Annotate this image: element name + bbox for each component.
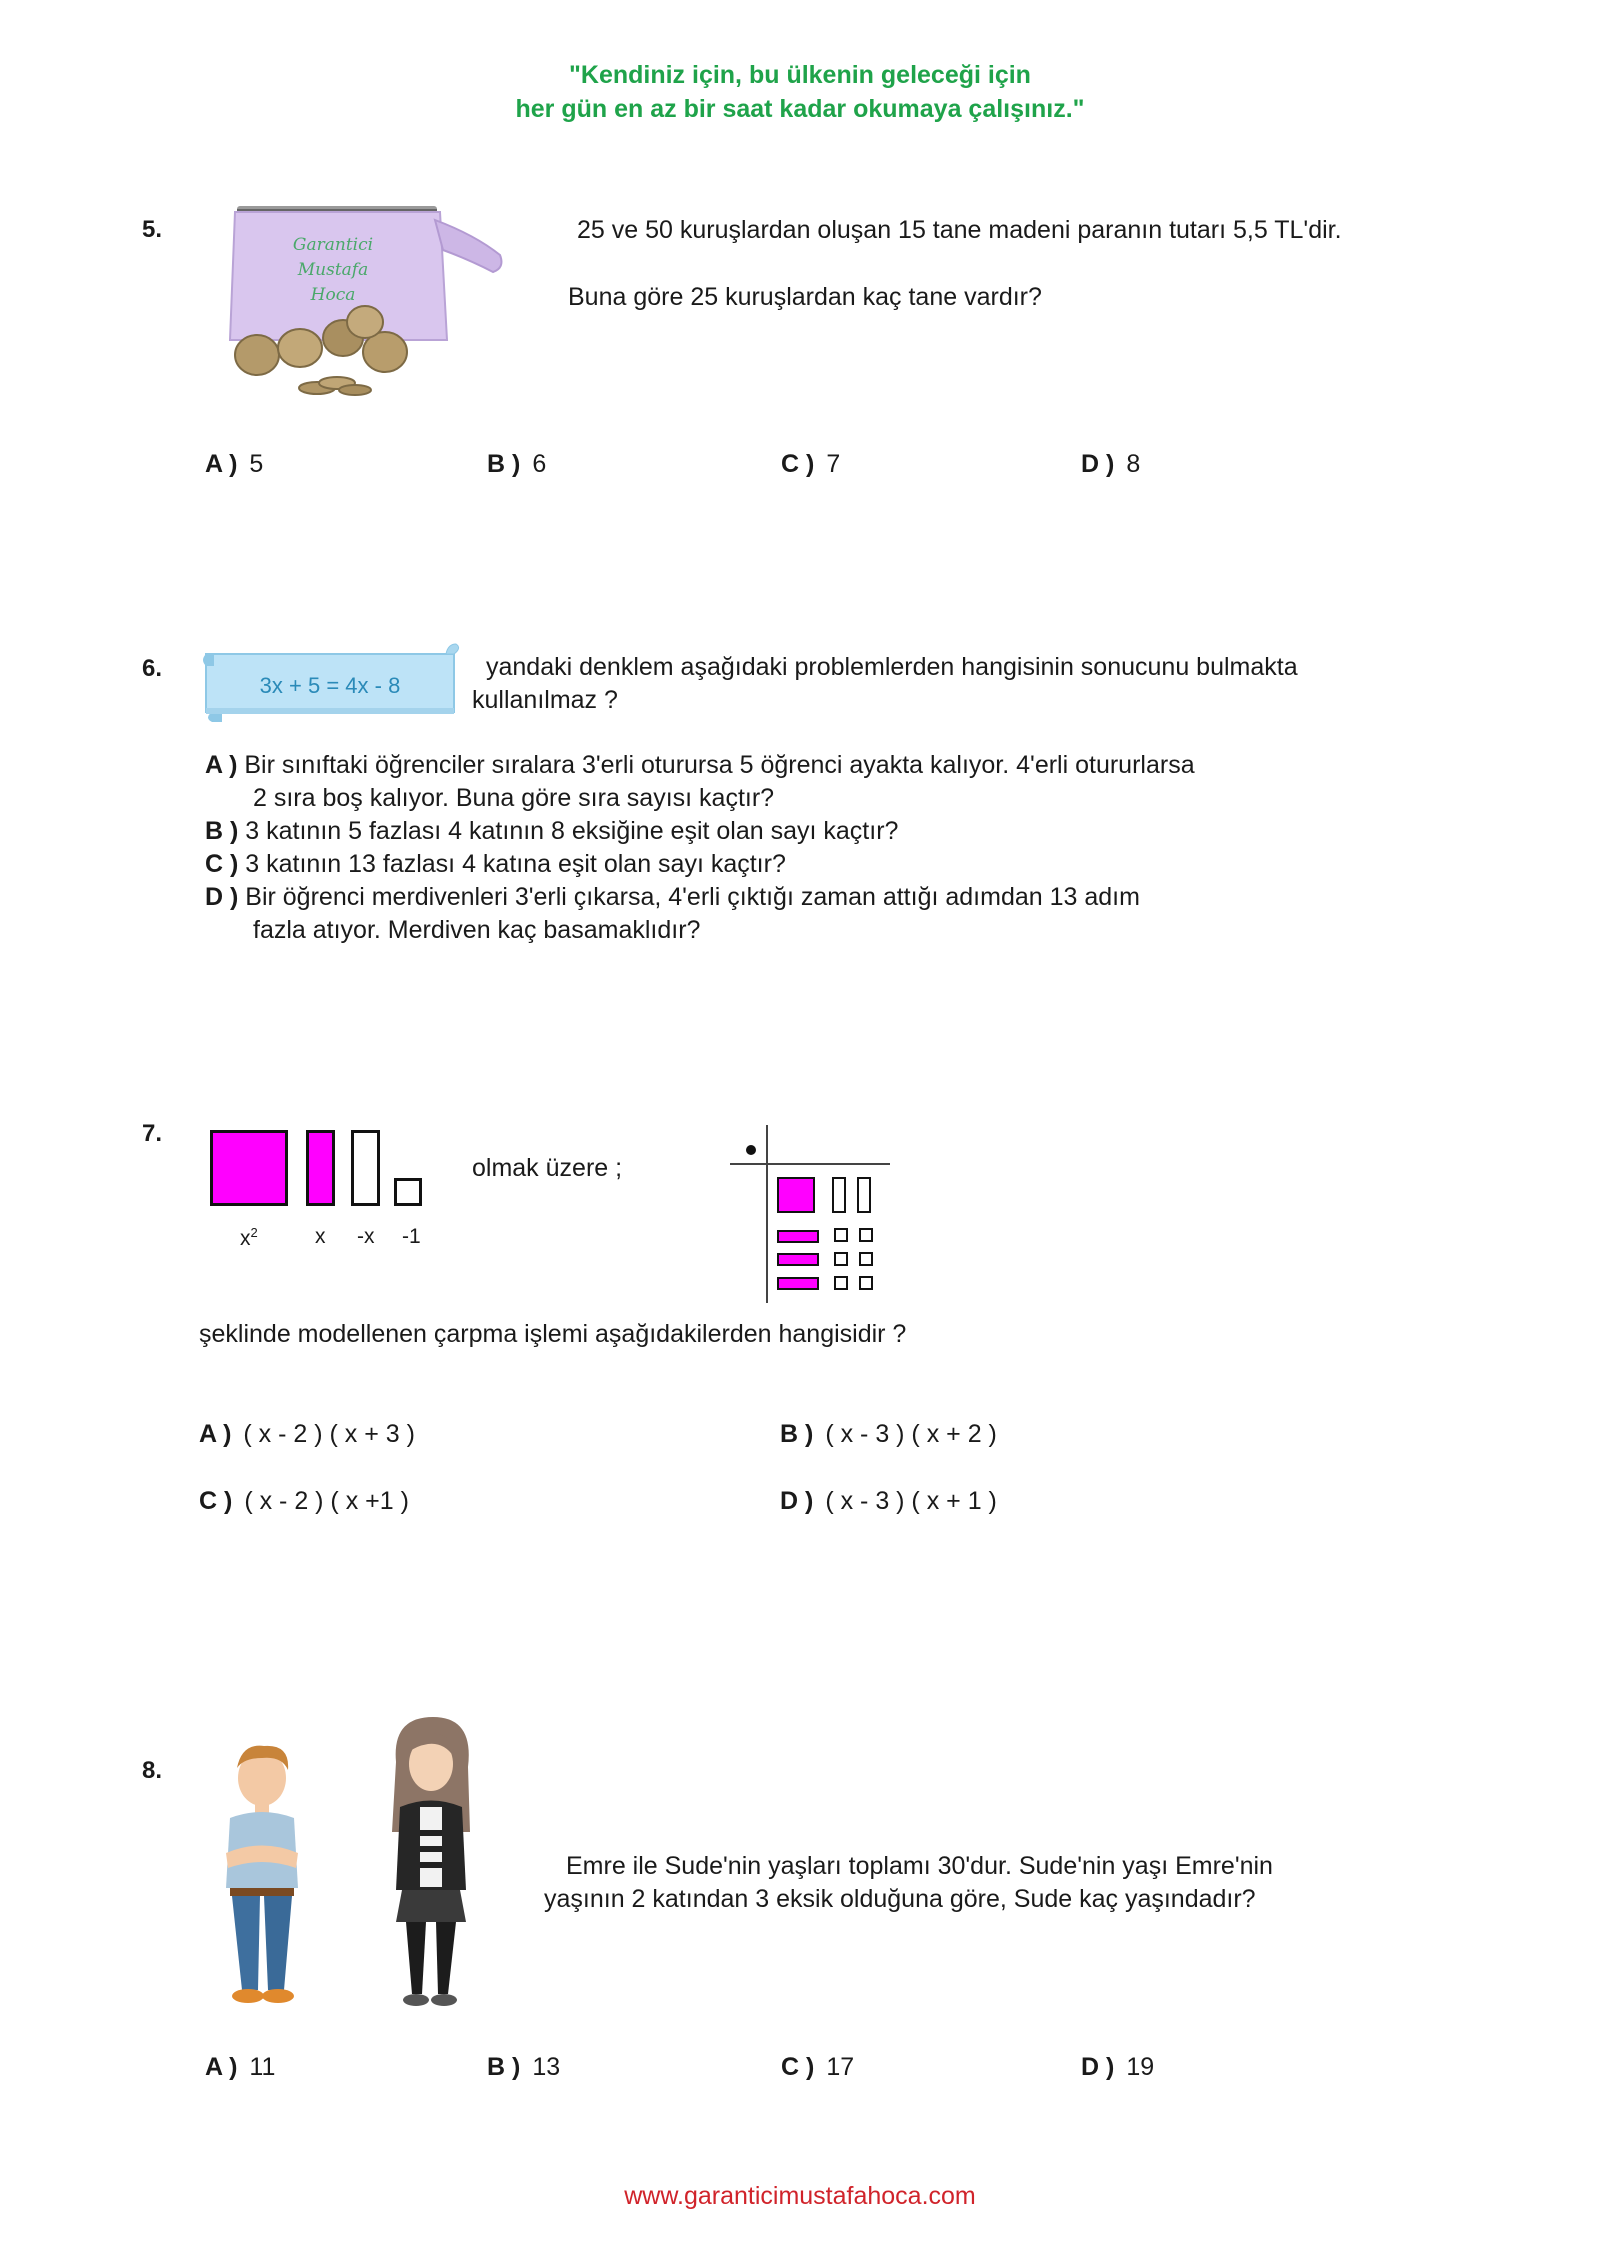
question-6-number: 6.	[142, 655, 163, 682]
model-negative-one-tile-3	[834, 1252, 848, 1266]
x-tile	[306, 1130, 335, 1206]
purse-text-2: Mustafa	[297, 260, 369, 280]
negative-x-tile	[351, 1130, 380, 1206]
header-quote-line-2: her gün en az bir saat kadar okumaya çalışınız."	[515, 95, 1085, 123]
question-8-option-b[interactable]: B ) 13	[487, 2053, 561, 2081]
question-5-text-line-2: Buna göre 25 kuruşlardan kaç tane vardır?	[568, 283, 1042, 311]
question-6-option-b[interactable]: B ) 3 katının 5 fazlası 4 katının 8 eksiğine eşit olan sayı kaçtır?	[205, 817, 899, 845]
model-negative-one-tile-6	[859, 1276, 873, 1290]
question-7-given-text: olmak üzere ;	[472, 1154, 623, 1182]
question-8-text-line-2: yaşının 2 katından 3 eksik olduğuna göre, Sude kaç yaşındadır?	[544, 1885, 1256, 1913]
x-label: x	[315, 1225, 326, 1248]
question-6-option-c[interactable]: C ) 3 katının 13 fazlası 4 katına eşit olan sayı kaçtır?	[205, 850, 786, 878]
question-6-option-d-line-2[interactable]: fazla atıyor. Merdiven kaç basamaklıdır?	[253, 916, 701, 944]
model-x-tile-3	[777, 1277, 819, 1290]
negative-one-label: -1	[402, 1225, 421, 1248]
header-quote	[0, 58, 1600, 126]
question-7-option-a[interactable]: A ) ( x - 2 ) ( x + 3 )	[199, 1420, 415, 1448]
question-7-text: şeklinde modellenen çarpma işlemi aşağıdakilerden hangisidir ?	[199, 1320, 907, 1348]
question-5-text-line-1: 25 ve 50 kuruşlardan oluşan 15 tane madeni paranın tutarı 5,5 TL'dir.	[577, 216, 1342, 244]
model-x-tile-2	[777, 1253, 819, 1266]
model-negative-one-tile-5	[834, 1276, 848, 1290]
x-squared-label: $x^2$	[240, 1225, 258, 1250]
model-negative-x-tile-1	[832, 1177, 846, 1213]
question-5-option-c[interactable]: C ) 7	[781, 450, 841, 478]
model-negative-one-tile-4	[859, 1252, 873, 1266]
question-5-number: 5.	[142, 216, 163, 243]
purse-text-3: Hoca	[310, 285, 356, 305]
purse-text-1: Garantici	[292, 235, 374, 255]
question-7-option-d[interactable]: D ) ( x - 3 ) ( x + 1 )	[780, 1487, 997, 1515]
girl-illustration	[378, 1712, 483, 2012]
negative-one-tile	[394, 1178, 422, 1206]
model-vertical-axis	[766, 1125, 768, 1303]
question-6-text-line-1: yandaki denklem aşağıdaki problemlerden hangisinin sonucunu bulmakta	[486, 653, 1298, 681]
coin-purse-illustration	[225, 200, 515, 405]
footer-url[interactable]: www.garanticimustafahoca.com	[624, 2182, 976, 2210]
x-squared-tile	[210, 1130, 288, 1206]
question-6-text-line-2: kullanılmaz ?	[472, 686, 618, 714]
question-6-option-a-line-2[interactable]: 2 sıra boş kalıyor. Buna göre sıra sayısı kaçtır?	[253, 784, 775, 812]
equation-text: 3x + 5 = 4x - 8	[259, 673, 401, 698]
question-8-option-d[interactable]: D ) 19	[1081, 2053, 1155, 2081]
question-5-option-b[interactable]: B ) 6	[487, 450, 547, 478]
question-7-option-c[interactable]: C ) ( x - 2 ) ( x +1 )	[199, 1487, 409, 1515]
question-5-option-d[interactable]: D ) 8	[1081, 450, 1141, 478]
question-8-text-line-1: Emre ile Sude'nin yaşları toplamı 30'dur. Sude'nin yaşı Emre'nin	[566, 1852, 1273, 1880]
question-8-option-a[interactable]: A ) 11	[205, 2053, 276, 2081]
header-quote-line-1: "Kendiniz için, bu ülkenin geleceği için	[569, 61, 1031, 89]
model-x-tile-1	[777, 1230, 819, 1243]
model-horizontal-axis	[730, 1163, 890, 1165]
model-negative-one-tile-2	[859, 1228, 873, 1242]
question-8-option-c[interactable]: C ) 17	[781, 2053, 855, 2081]
boy-illustration	[212, 1738, 312, 2008]
question-8-number: 8.	[142, 1757, 163, 1784]
question-6-option-a[interactable]: A ) Bir sınıftaki öğrenciler sıralara 3'erli oturursa 5 öğrenci ayakta kalıyor. 4'erli otururlarsa	[205, 751, 1195, 779]
model-negative-x-tile-2	[857, 1177, 871, 1213]
model-negative-one-tile-1	[834, 1228, 848, 1242]
question-7-option-b[interactable]: B ) ( x - 3 ) ( x + 2 )	[780, 1420, 997, 1448]
model-x-squared-tile	[777, 1177, 815, 1213]
equation-scroll-banner	[200, 642, 460, 722]
question-6-option-d[interactable]: D ) Bir öğrenci merdivenleri 3'erli çıkarsa, 4'erli çıktığı zaman attığı adımdan 13 adım	[205, 883, 1140, 911]
question-5-option-a[interactable]: A ) 5	[205, 450, 264, 478]
question-7-number: 7.	[142, 1120, 163, 1147]
negative-x-label: -x	[357, 1225, 375, 1248]
model-origin-dot	[746, 1145, 756, 1155]
